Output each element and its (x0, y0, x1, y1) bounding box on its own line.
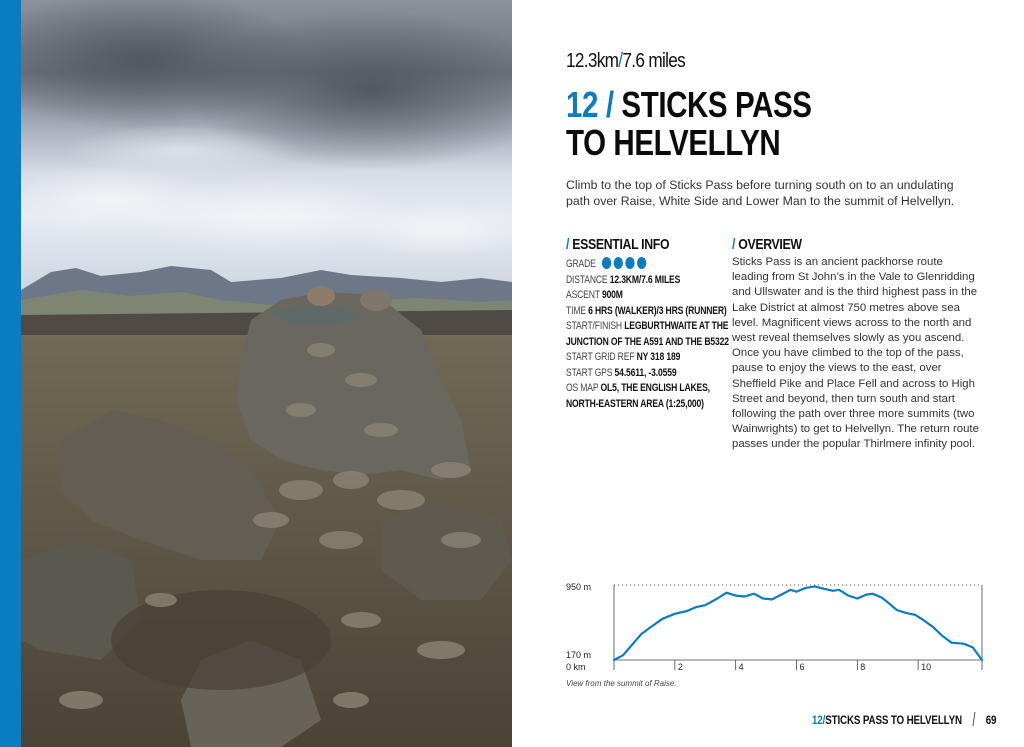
heading-text: ESSENTIAL INFO (572, 236, 670, 253)
info-row-grid-ref (566, 350, 730, 366)
elevation-profile-chart (560, 575, 980, 695)
overview-section (732, 236, 982, 453)
info-row-gps (566, 366, 730, 382)
info-value: OL5, THE ENGLISH LAKES, (600, 382, 710, 394)
info-value: JUNCTION OF THE A591 AND THE B5322 (566, 335, 729, 348)
info-label: OS MAP (566, 382, 599, 394)
info-label: ASCENT (566, 289, 600, 301)
distance-miles: 7.6 miles (622, 50, 686, 72)
route-distance (566, 50, 685, 73)
heading-slash: / (732, 236, 736, 253)
route-title (566, 86, 812, 162)
slash-separator: / (618, 50, 623, 72)
x-tick-label: 6 (799, 662, 805, 672)
info-row-start-finish (566, 319, 730, 335)
info-value: 12.3KM/7.6 MILES (609, 273, 681, 286)
grade-dot-icon (637, 257, 646, 269)
x-tick-label: 2 (677, 662, 683, 672)
distance-km: 12.3km (566, 50, 619, 72)
y-top-label: 950 m (566, 582, 592, 592)
grade-label: GRADE (566, 258, 596, 270)
info-row-os-map (566, 381, 730, 397)
overview-heading (732, 236, 937, 253)
photo-illustration (21, 0, 512, 747)
page-footer (812, 712, 996, 727)
page-number: 69 (985, 713, 997, 727)
x-tick-label: 10 (921, 662, 932, 672)
overview-text: Sticks Pass is an ancient packhorse route leading from St John’s in the Vale to Glenridding and Ullswater and is the third highest pass in the Lake District at almost 750 metres above sea level. Magnificent views across to the north and west reveal themselves slowly as you ascend. Once you have climbed to the top of the pass, pause to enjoy the views to the east, over Sheffield Pike and Place Fell and across to High Street and beyond, then turn south and start following the path over three more summits (two Wainwrights) to get to Helvellyn. The return route passes under the popular Thirlmere infinity pool. (732, 256, 979, 451)
info-label: START GPS (566, 366, 613, 379)
right-page (512, 0, 1024, 747)
essential-info-section (566, 236, 729, 412)
info-value: 54.5611, -3.0559 (614, 366, 677, 379)
route-intro: Climb to the top of Sticks Pass before turning south on to an undulating path over Raise, White Side and Lower Man to the summit of Helvellyn. (566, 178, 955, 208)
title-line-1: STICKS PASS (621, 84, 812, 125)
info-value: NORTH-EASTERN AREA (1:25,000) (566, 397, 704, 410)
photo-caption: View from the summit of Raise. (566, 679, 677, 688)
heading-slash: / (566, 236, 570, 253)
title-line-2: TO HELVELLYN (566, 122, 781, 163)
info-row-os-map-cont (566, 397, 730, 413)
footer-route-number: 12 (812, 713, 823, 727)
x-tick-label: 8 (860, 662, 866, 672)
essential-info-heading (566, 236, 697, 253)
footer-slash: / (822, 713, 826, 727)
accent-spine-bar (0, 0, 21, 747)
footer-route-title: STICKS PASS TO HELVELLYN (825, 713, 962, 727)
route-number: 12 (566, 84, 599, 125)
info-value: NY 318 189 (636, 351, 681, 363)
x-axis-ticks (675, 660, 931, 672)
info-row-distance (566, 273, 730, 289)
y-bottom-label: 170 m (566, 650, 592, 660)
heading-text: OVERVIEW (738, 236, 802, 253)
footer-divider (972, 712, 975, 726)
elevation-line (614, 586, 982, 660)
title-space (614, 84, 622, 125)
grade-dot-icon (614, 257, 623, 269)
info-row-time (566, 304, 730, 320)
title-slash (598, 84, 606, 125)
elevation-chart-svg (560, 575, 980, 675)
info-value: 6 HRS (WALKER)/3 HRS (RUNNER) (588, 304, 727, 317)
grade-rating (602, 257, 646, 269)
info-row-start-finish-cont (566, 335, 730, 351)
info-row-grade (566, 257, 730, 273)
info-value: LEGBURTHWAITE AT THE (624, 320, 729, 332)
info-row-ascent (566, 288, 730, 304)
grade-dot-icon (625, 257, 634, 269)
x-origin-label: 0 km (566, 662, 586, 672)
info-label: START GRID REF (566, 351, 635, 363)
grade-dot-icon (602, 257, 611, 269)
info-label: DISTANCE (566, 273, 608, 286)
info-value: 900M (601, 289, 623, 301)
essential-info-list (566, 257, 729, 412)
info-label: START/FINISH (566, 320, 622, 332)
x-tick-label: 4 (738, 662, 744, 672)
info-label: TIME (566, 304, 586, 317)
summit-cairn-photo (21, 0, 512, 747)
title-slash-glyph: / (605, 84, 614, 125)
